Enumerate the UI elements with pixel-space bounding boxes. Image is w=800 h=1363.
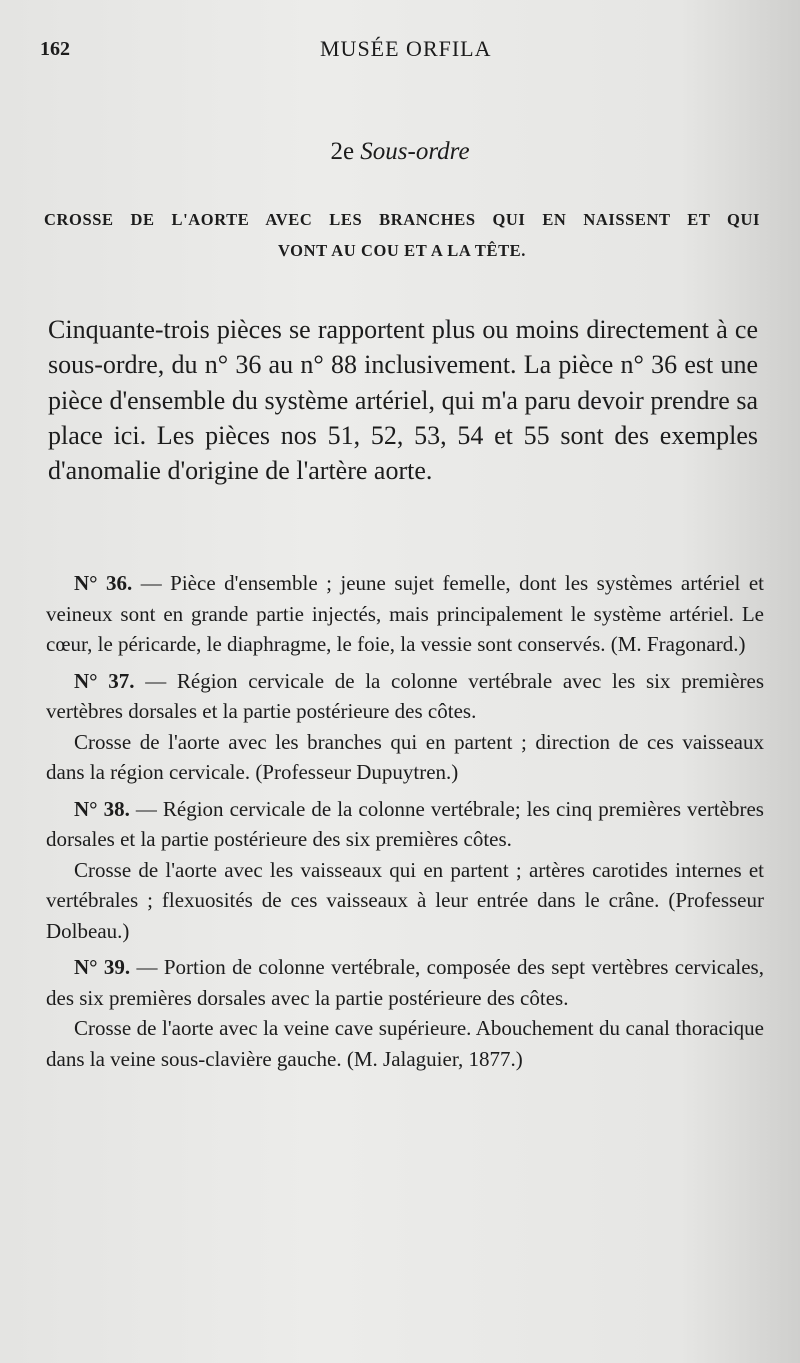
intro-paragraph: Cinquante-trois pièces se rapportent plus ou moins directement à ce sous-ordre, du n° 36 au n° 88 inclusivement. La pièce n° 36 est une pièce d'ensemble du système artériel, qui m'a paru devoir prendre sa place ici. Les pièces nos 51, 52, 53, 54 et 55 sont des exemples d'anomalie d'origine de l'artère aorte. xyxy=(48,315,758,486)
section-heading-line2: VONT AU COU ET A LA TÊTE. xyxy=(277,241,527,260)
catalogue-entries xyxy=(46,568,764,1074)
entry-number: N° 36. xyxy=(74,571,133,595)
subtitle-ordinal: 2e xyxy=(330,138,355,165)
entry-text: — Région cervicale de la colonne vertébrale; les cinq premières vertèbres dorsales et la partie postérieure des six premières côtes. xyxy=(46,796,764,851)
section-heading xyxy=(44,204,760,266)
entry-37-note: Crosse de l'aorte avec les branches qui en partent ; direction de ces vaisseaux dans la région cervicale. (Professeur Dupuytren.) xyxy=(46,729,764,784)
running-title: MUSÉE ORFILA xyxy=(320,36,492,61)
subtitle-text: Sous-ordre xyxy=(360,138,470,165)
entry-text: — Région cervicale de la colonne vertébrale avec les six premières vertèbres dorsales et la partie postérieure des côtes. xyxy=(46,668,764,723)
page-number: 162 xyxy=(40,38,70,60)
entry-number: N° 39. xyxy=(74,955,131,979)
entry-38 xyxy=(46,794,764,855)
entry-36 xyxy=(46,568,764,660)
section-heading-line1: CROSSE DE L'AORTE AVEC LES BRANCHES QUI EN NAISSENT ET QUI xyxy=(44,210,760,229)
entry-37 xyxy=(46,666,764,727)
page-header xyxy=(40,34,760,64)
entry-text: — Portion de colonne vertébrale, composée des sept vertèbres cervicales, des six premières dorsales avec la partie postérieure des côtes. xyxy=(46,955,764,1010)
entry-number: N° 38. xyxy=(74,796,130,821)
entry-38-note: Crosse de l'aorte avec les vaisseaux qui en partent ; artères carotides internes et vertébrales ; flexuosités de ces vaisseaux à leur entrée dans le crâne. (Professeur Dolbeau.) xyxy=(46,857,764,943)
entry-text: — Pièce d'ensemble ; jeune sujet femelle, dont les systèmes artériel et veineux sont en grande partie injectés, mais principalement le système artériel. Le cœur, le péricarde, le diaphragme, le foie, la vessie sont conservés. (M. Fragonard.) xyxy=(46,571,764,656)
section-subtitle xyxy=(0,138,800,166)
entry-39 xyxy=(46,952,764,1013)
entry-number: N° 37. xyxy=(74,668,135,693)
entry-39-note: Crosse de l'aorte avec la veine cave supérieure. Abouchement du canal thoracique dans la veine sous-clavière gauche. (M. Jalaguier, 1877.) xyxy=(46,1016,764,1071)
